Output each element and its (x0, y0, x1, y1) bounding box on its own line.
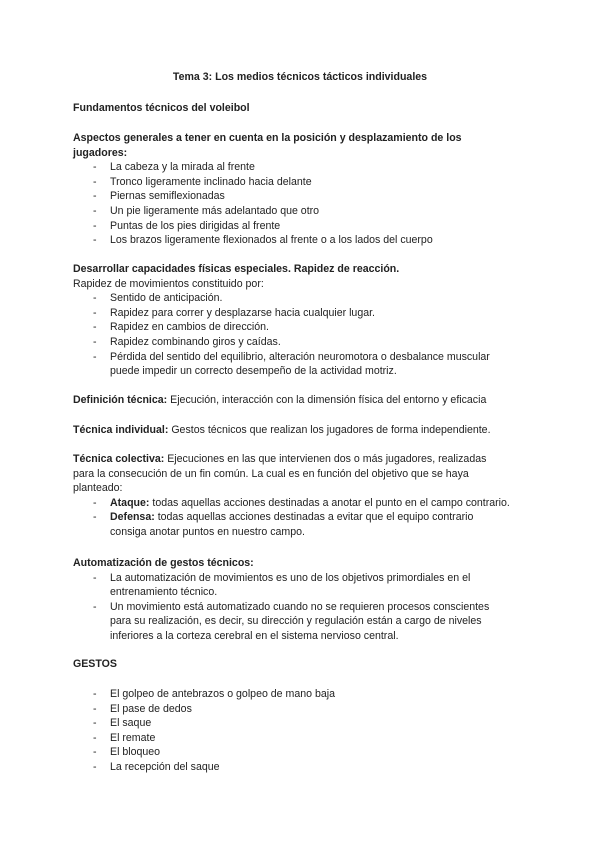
automatizacion-section (73, 556, 489, 644)
list-item: - El bloqueo (93, 746, 161, 759)
colectiva-line2: para la consecución de un fin común. La cual es en función del objetivo que se haya (73, 467, 469, 480)
colectiva-label: Técnica colectiva: (73, 453, 165, 465)
list-item: - La automatización de movimientos es uno de los objetivos primordiales en el entrenamiento técnico. (93, 571, 471, 599)
capacidades-list (73, 291, 490, 379)
capacidades-heading: Desarrollar capacidades físicas especiales. Rapidez de reacción. (73, 263, 400, 275)
individual-text: Gestos técnicos que realizan los jugadores de forma independiente. (168, 424, 491, 436)
aspectos-heading-line1: Aspectos generales a tener en cuenta en la posición y desplazamiento de los (73, 132, 462, 144)
list-item: - Rapidez combinando giros y caídas. (93, 335, 281, 348)
list-item: - El golpeo de antebrazos o golpeo de mano baja (93, 688, 335, 700)
gestos-list (73, 687, 335, 775)
list-item: - El saque (93, 717, 152, 730)
list-item: - La cabeza y la mirada al frente (93, 161, 255, 174)
colectiva-list (73, 496, 510, 540)
aspectos-heading-line2: jugadores: (73, 146, 128, 159)
list-item: - Rapidez en cambios de dirección. (93, 321, 269, 334)
definicion-text: Ejecución, interacción con la dimensión física del entorno y eficacia (167, 394, 487, 406)
list-item: - El remate (93, 731, 156, 744)
list-item-defensa: - Defensa: todas aquellas acciones destinadas a evitar que el equipo contrario consiga anotar puntos en nuestro campo. (93, 511, 474, 538)
fundamentos-heading: Fundamentos técnicos del voleibol (73, 102, 250, 114)
automatizacion-heading: Automatización de gestos técnicos: (73, 557, 254, 569)
document-title: Tema 3: Los medios técnicos tácticos individuales (172, 71, 428, 83)
capacidades-intro: Rapidez de movimientos constituido por: (73, 277, 264, 290)
individual-label: Técnica individual: (73, 424, 169, 436)
colectiva-line3: planteado: (73, 482, 123, 495)
list-item: - Tronco ligeramente inclinado hacia delante (93, 175, 312, 188)
list-item: - Piernas semiflexionadas (93, 190, 225, 203)
definicion-paragraph (73, 393, 486, 408)
list-item-ataque: - Ataque: todas aquellas acciones destinadas a anotar el punto en el campo contrario. (93, 496, 510, 509)
list-item: - Un movimiento está automatizado cuando no se requieren procesos conscientes para su realización, es decir, su dirección y regulación están a cargo de niveles inferiores a la corteza cerebral en el sistema nervioso central. (93, 600, 490, 642)
gestos-heading: GESTOS (73, 658, 117, 670)
list-item: - El pase de dedos (93, 702, 192, 715)
individual-paragraph (73, 423, 491, 438)
list-item: - Sentido de anticipación. (93, 292, 223, 305)
definicion-label: Definición técnica: (73, 394, 168, 406)
list-item: - Los brazos ligeramente flexionados al frente o a los lados del cuerpo (93, 234, 433, 247)
aspectos-list (73, 160, 462, 248)
capacidades-section (73, 262, 490, 379)
aspectos-section (73, 131, 462, 248)
list-item: - La recepción del saque (93, 760, 220, 773)
colectiva-section (73, 452, 510, 540)
list-item: - Pérdida del sentido del equilibrio, alteración neuromotora o desbalance muscular puede impedir un correcto desempeño de la actividad motriz. (93, 350, 490, 378)
list-item: - Rapidez para correr y desplazarse hacia cualquier lugar. (93, 306, 375, 319)
colectiva-line1: Técnica colectiva: Ejecuciones en las que intervienen dos o más jugadores, realizadas (73, 453, 487, 465)
list-item: - Puntas de los pies dirigidas al frente (93, 219, 281, 232)
automatizacion-list (73, 571, 489, 644)
list-item: - Un pie ligeramente más adelantado que otro (93, 204, 320, 217)
